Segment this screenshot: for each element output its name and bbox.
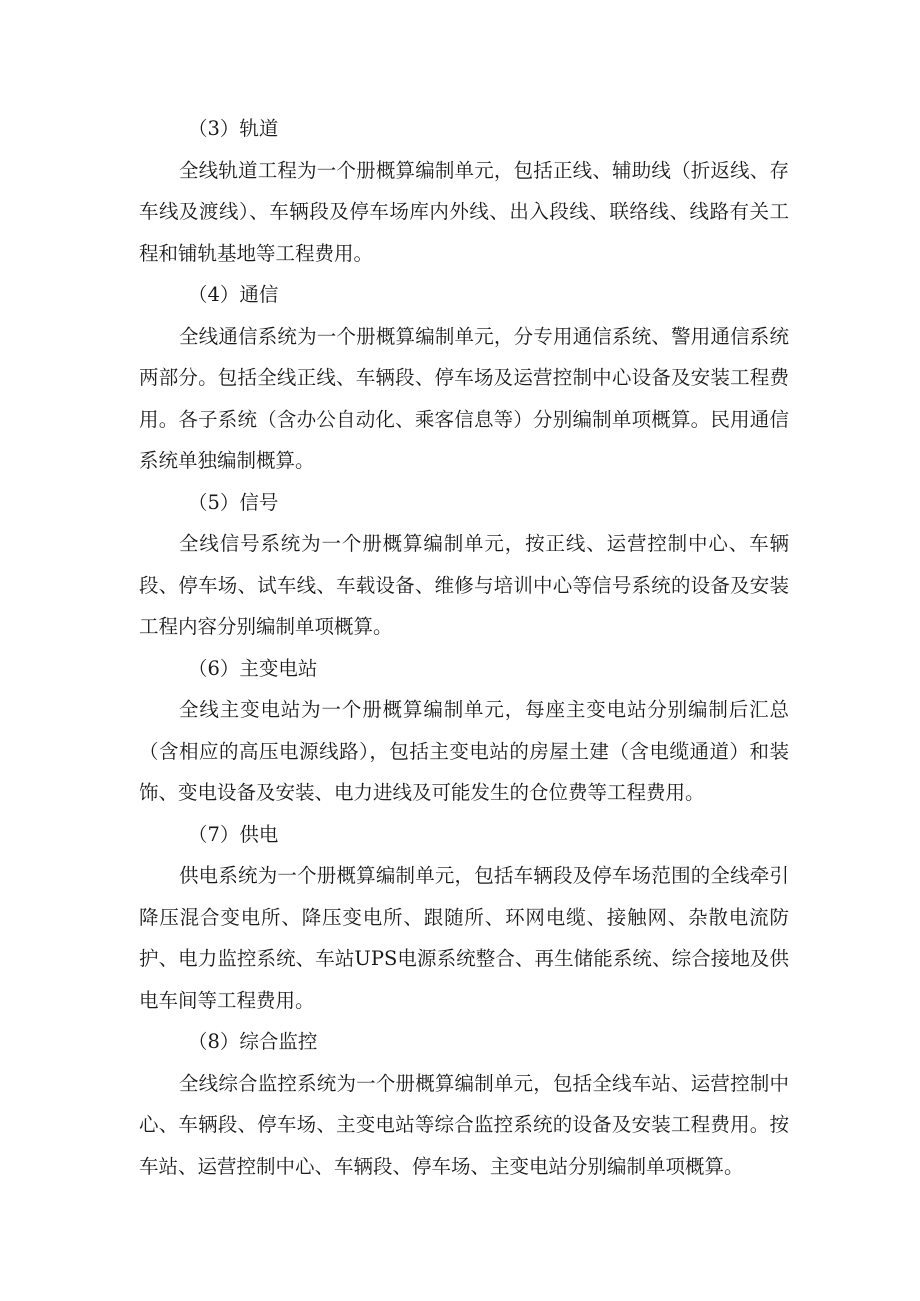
section-heading-power-supply: （7）供电 [188, 822, 279, 846]
section-heading-signal: （5）信号 [188, 490, 279, 514]
section-body-main-substation: 全线主变电站为一个册概算编制单元，每座主变电站分别编制后汇总（含相应的高压电源线路），包括主变电站的房屋土建（含电缆通道）和装饰、变电设备及安装、电力进线及可能发生的仓位费等工程费用。 [139, 698, 789, 804]
section-body-integrated-monitoring: 全线综合监控系统为一个册概算编制单元，包括全线车站、运营控制中心、车辆段、停车场、主变电站等综合监控系统的设备及安装工程费用。按车站、运营控制中心、车辆段、停车场、主变电站分别编制单项概算。 [139, 1071, 789, 1178]
section-heading-communication: （4）通信 [188, 283, 279, 306]
section-heading-track: （3）轨道 [188, 117, 279, 140]
section-body-track: 全线轨道工程为一个册概算编制单元，包括正线、辅助线（折返线、存车线及渡线）、车辆段及停车场库内外线、出入段线、联络线、线路有关工程和铺轨基地等工程费用。 [139, 158, 789, 265]
section-body-power-supply: 供电系统为一个册概算编制单元，包括车辆段及停车场范围的全线牵引降压混合变电所、降压变电所、跟随所、环网电缆、接触网、杂散电流防护、电力监控系统、车站UPS电源系统整合、再生储能系统、综合接地及供电车间等工程费用。 [139, 864, 789, 1012]
section-body-signal: 全线信号系统为一个册概算编制单元，按正线、运营控制中心、车辆段、停车场、试车线、车载设备、维修与培训中心等信号系统的设备及安装工程内容分别编制单项概算。 [139, 532, 789, 638]
document-body [139, 108, 789, 1187]
section-heading-integrated-monitoring: （8）综合监控 [188, 1030, 318, 1053]
section-body-communication: 全线通信系统为一个册概算编制单元，分专用通信系统、警用通信系统两部分。包括全线正线、车辆段、停车场及运营控制中心设备及安装工程费用。各子系统（含办公自动化、乘客信息等）分别编制单项概算。民用通信系统单独编制概算。 [139, 324, 789, 472]
section-heading-main-substation: （6）主变电站 [188, 656, 318, 680]
